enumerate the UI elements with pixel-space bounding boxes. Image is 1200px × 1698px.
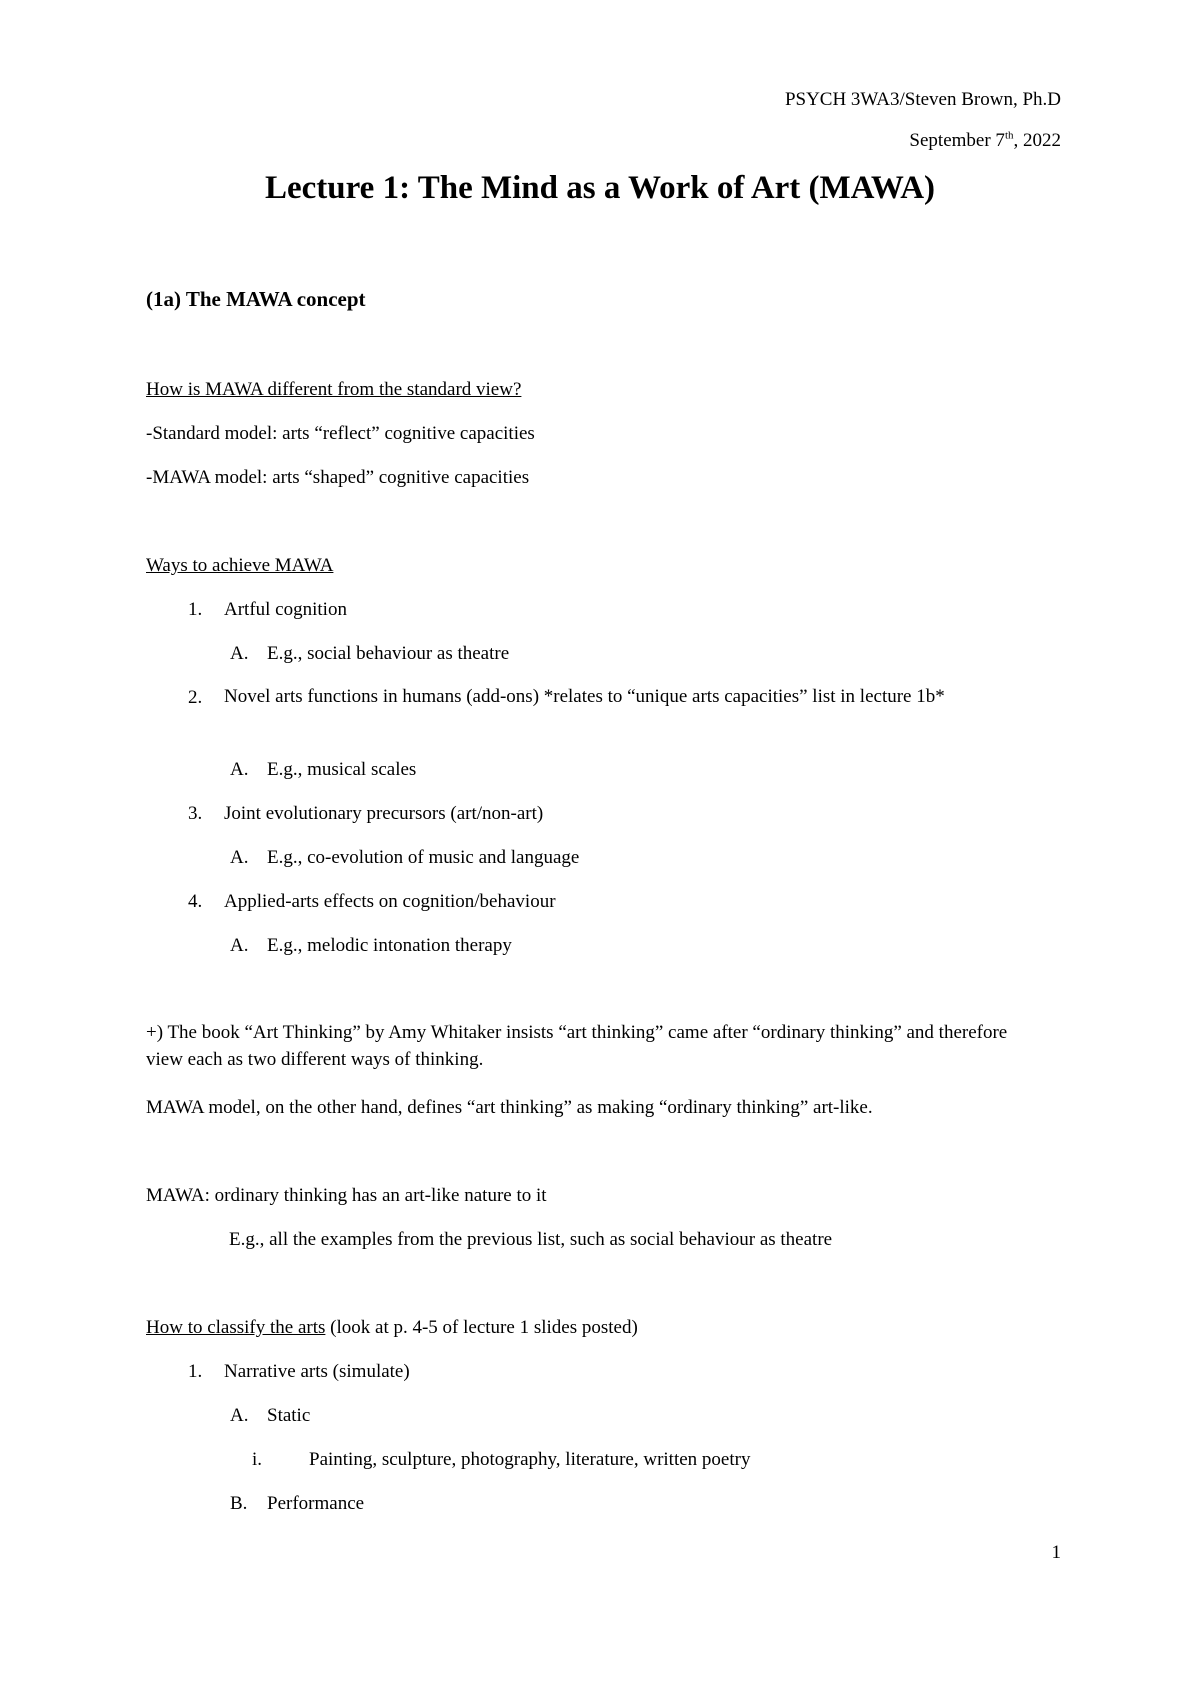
ways-heading: Ways to achieve MAWA <box>146 555 334 576</box>
classify-heading: How to classify the arts <box>146 1317 326 1338</box>
difference-heading: How is MAWA different from the standard view? <box>146 379 522 400</box>
date-ordinal: th <box>1004 129 1014 142</box>
date-header <box>909 130 1061 152</box>
classify-heading-line <box>146 1317 638 1339</box>
sub-list-item: E.g., co-evolution of music and language <box>267 847 580 868</box>
sub-list-item: E.g., melodic intonation therapy <box>267 935 512 956</box>
course-header: PSYCH 3WA3/Steven Brown, Ph.D <box>784 89 1061 110</box>
page-title: Lecture 1: The Mind as a Work of Art (MAWA) <box>264 170 936 206</box>
classify-heading-note: (look at p. 4-5 of lecture 1 slides posted) <box>325 1317 638 1338</box>
sub-list-item: E.g., musical scales <box>267 759 417 780</box>
date-text: September 7 <box>909 130 1005 151</box>
sub-list-marker: B. <box>230 1493 248 1514</box>
list-item: Novel arts functions in humans (add-ons) *relates to “unique arts capacities” list in lecture 1b* <box>224 686 945 707</box>
sub-sub-list-item: Painting, sculpture, photography, literature, written poetry <box>309 1449 751 1470</box>
mawa-claim-line: MAWA: ordinary thinking has an art-like nature to it <box>146 1185 547 1206</box>
list-number: 1. <box>188 599 203 620</box>
sub-list-marker: A. <box>230 643 249 664</box>
list-number: 3. <box>188 803 203 824</box>
sub-list-item: E.g., social behaviour as theatre <box>267 643 510 664</box>
list-item: Applied-arts effects on cognition/behaviour <box>224 891 556 912</box>
date-year: , 2022 <box>1013 130 1061 151</box>
list-number: 4. <box>188 891 203 912</box>
list-number: 2. <box>188 687 203 708</box>
list-item: Narrative arts (simulate) <box>224 1361 410 1382</box>
section-heading: (1a) The MAWA concept <box>146 287 366 311</box>
sub-list-item: Static <box>267 1405 311 1426</box>
sub-list-marker: A. <box>230 935 249 956</box>
sub-list-marker: A. <box>230 847 249 868</box>
sub-sub-list-marker: i. <box>252 1449 263 1470</box>
mawa-model-line: -MAWA model: arts “shaped” cognitive capacities <box>146 467 530 488</box>
sub-list-marker: A. <box>230 1405 249 1426</box>
mawa-definition-line: MAWA model, on the other hand, defines “art thinking” as making “ordinary thinking” art-like. <box>146 1097 873 1118</box>
list-item: Joint evolutionary precursors (art/non-art) <box>224 803 544 824</box>
sub-list-item: Performance <box>267 1493 365 1514</box>
mawa-example-line: E.g., all the examples from the previous list, such as social behaviour as theatre <box>229 1229 833 1250</box>
standard-model-line: -Standard model: arts “reflect” cognitive capacities <box>146 423 535 444</box>
art-thinking-paragraph: +) The book “Art Thinking” by Amy Whitaker insists “art thinking” came after “ordinary thinking” and therefore view each as two different ways of thinking. <box>146 1022 1008 1070</box>
list-number: 1. <box>188 1361 203 1382</box>
list-item: Artful cognition <box>224 599 347 620</box>
sub-list-marker: A. <box>230 759 249 780</box>
page-number: 1 <box>1051 1542 1061 1563</box>
